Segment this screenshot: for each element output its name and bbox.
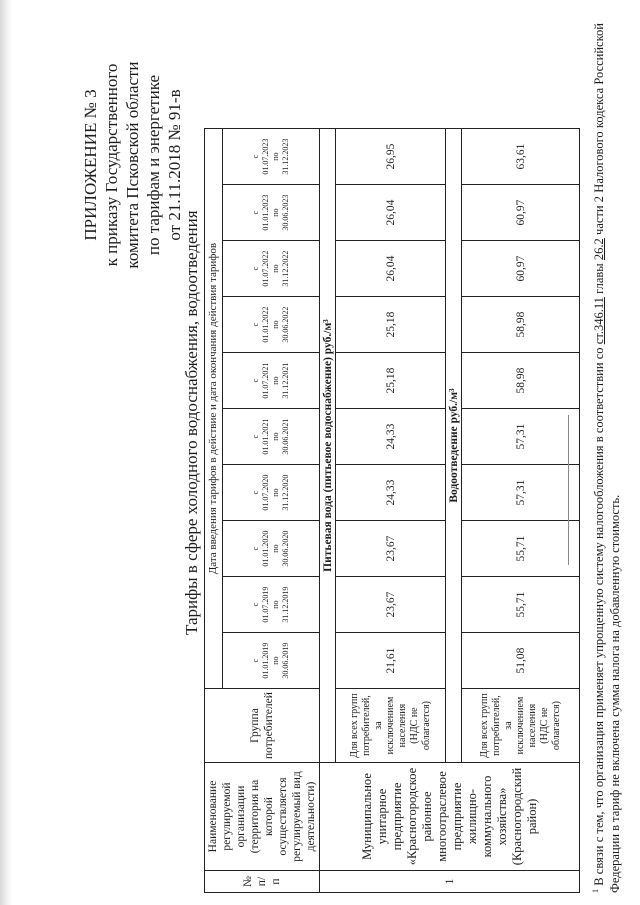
tariff-table [204,128,580,893]
footnote-link-chapter[interactable]: 26.2 [592,238,607,261]
appendix-line: комитета Псковской области [123,61,142,269]
tariff-cell: 26,95 [336,129,446,185]
footnote-link-article[interactable]: ст.346.11 [592,297,607,345]
appendix-line: к приказу Государственного [102,63,121,267]
group-water: Для всех групп потребителей, за исключением населения (НДС не облагается) [336,689,446,763]
col-header-number: № п/п [205,871,320,893]
appendix-line: от 21.11.2018 № 91-в [165,89,184,241]
divider [568,415,569,565]
tariff-cell: 57,31 [462,465,580,521]
period-cell: с 01.07.2023 по 31.12.2023 [222,129,319,185]
tariff-cell: 23,67 [336,521,446,577]
col-header-dates: Дата введения тарифов в действие и дата окончания действия тарифов [205,129,223,689]
tariff-cell: 24,33 [336,409,446,465]
tariff-cell: 21,61 [336,633,446,689]
tariff-cell: 26,04 [336,241,446,297]
tariff-cell: 25,18 [336,297,446,353]
tariff-cell: 24,33 [336,465,446,521]
period-cell: с 01.07.2022 по 31.12.2022 [222,241,319,297]
period-cell: с 01.01.2019 по 30.06.2019 [222,633,319,689]
tariff-cell: 55,71 [462,577,580,633]
tariff-cell: 26,04 [336,185,446,241]
period-cell: с 01.01.2022 по 30.06.2022 [222,297,319,353]
tariff-cell: 57,31 [462,409,580,465]
tariff-cell: 60,97 [462,185,580,241]
footnote-text: главы [592,260,607,298]
tariff-cell: 63,61 [462,129,580,185]
appendix-title: ПРИЛОЖЕНИЕ № 3 [81,89,100,241]
period-cell: с 01.07.2020 по 31.12.2020 [222,465,319,521]
tariff-cell: 60,97 [462,241,580,297]
section-water: Питьевая вода (питьевое водоснабжение) руб./м³ [320,129,336,763]
row-number: 1 [320,871,580,893]
group-sewer: Для всех групп потребителей, за исключением населения (НДС не облагается) [462,689,580,763]
appendix-line: по тарифам и энергетике [144,74,163,256]
appendix-header [80,35,185,295]
period-cell: с 01.01.2021 по 30.06.2021 [222,409,319,465]
organization-name: Муниципальное унитарное предприятие «Красногородское районное многоотраслевое предприятие жилищно-коммунального хозяйства» (Красногородский район) [320,763,580,871]
tariff-cell: 55,71 [462,521,580,577]
tariff-cell: 25,18 [336,353,446,409]
col-header-group: Группа потребителей [205,689,320,763]
period-cell: с 01.01.2023 по 30.06.2023 [222,185,319,241]
tariff-cell: 58,98 [462,297,580,353]
section-sewer: Водоотведение руб./м³ [446,129,462,763]
period-cell: с 01.07.2021 по 31.12.2021 [222,353,319,409]
document-title: Тарифы в сфере холодного водоснабжения, водоотведения [182,210,201,635]
tariff-cell: 23,67 [336,577,446,633]
footnote-text: В связи с тем, что организация применяет упрощенную систему налогообложения в соответствии со [592,344,607,886]
col-header-organization: Наименование регулируемой организации (территория на которой осуществляется регулируемый вид деятельности) [205,763,320,871]
tariff-cell: 58,98 [462,353,580,409]
footnote-text: части 2 Налогового кодекса Российской Федерации в тариф не включена сумма налога на добавленную стоимость. [592,23,623,893]
footnote-mark: 1 [591,889,600,893]
period-cell: с 01.01.2020 по 30.06.2020 [222,521,319,577]
period-cell: с 01.07.2019 по 31.12.2019 [222,577,319,633]
tariff-cell: 51,08 [462,633,580,689]
footnote [588,23,623,893]
